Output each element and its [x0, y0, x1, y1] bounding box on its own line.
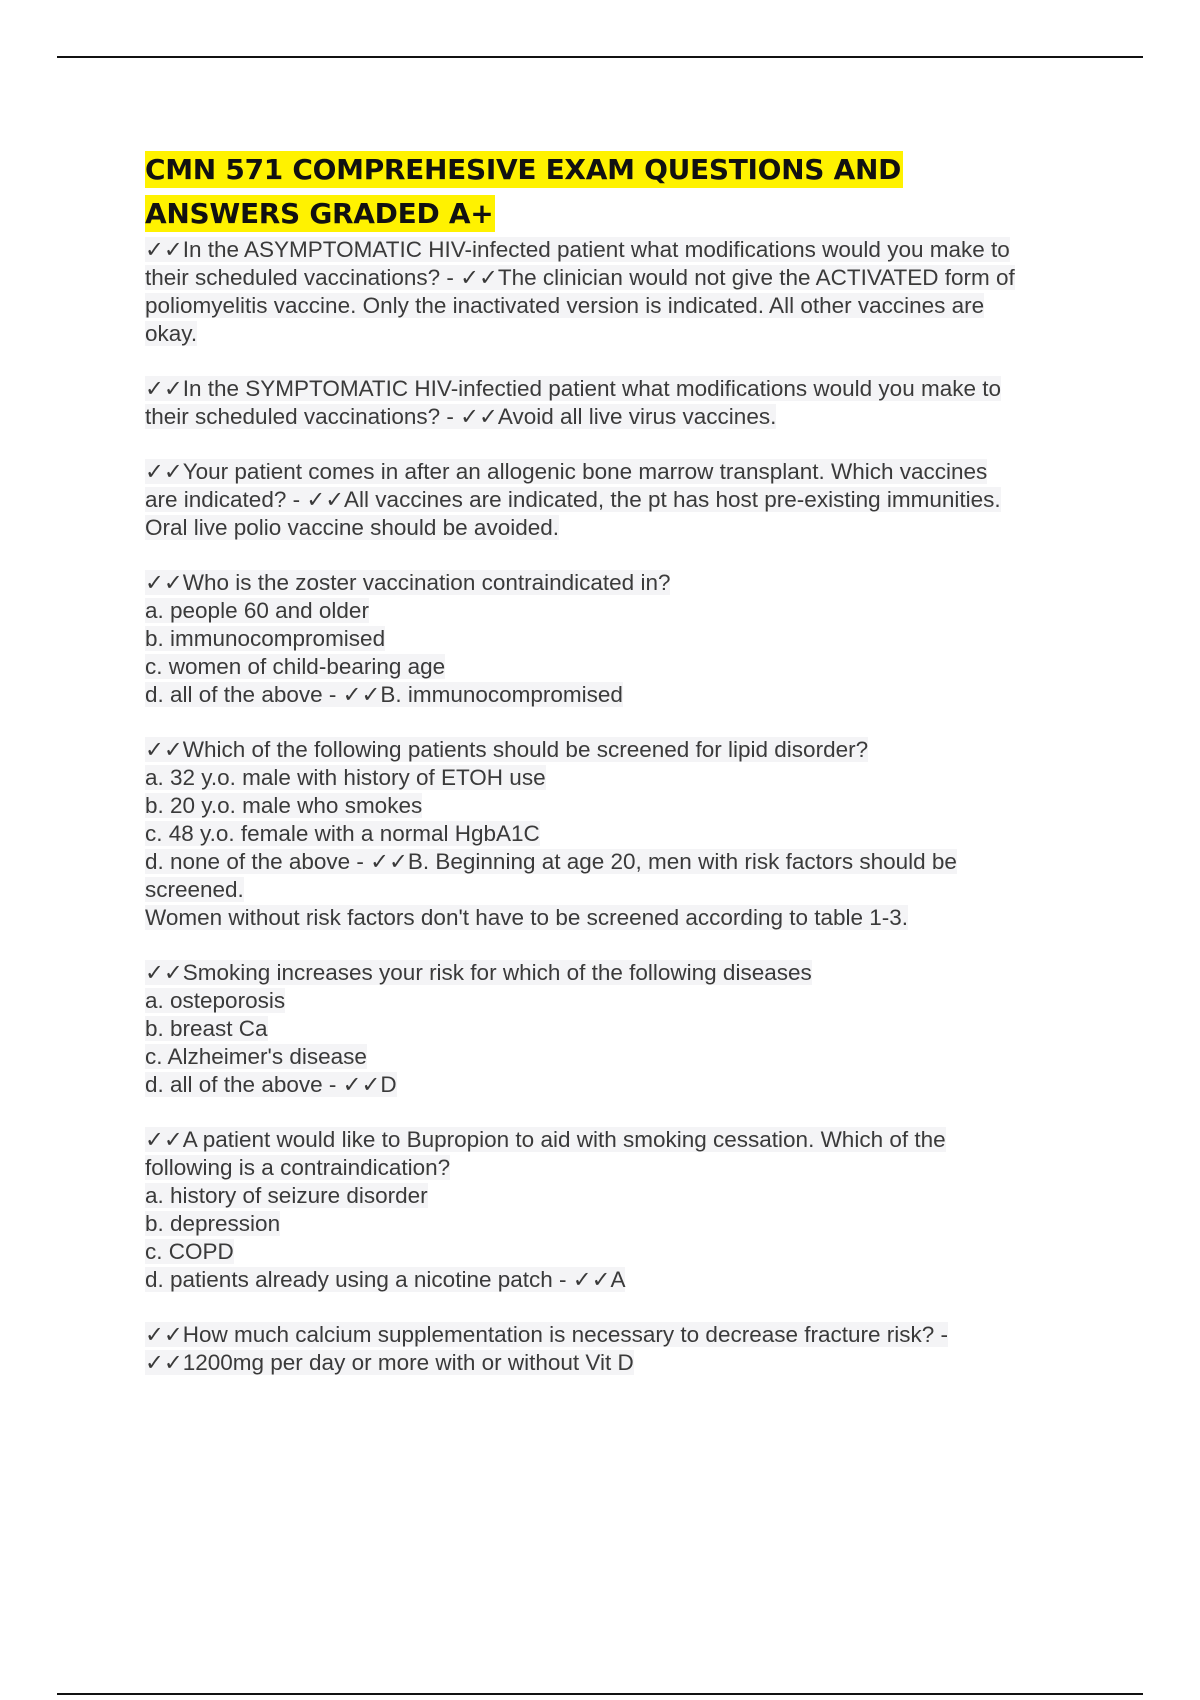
qa-line-text: c. 48 y.o. female with a normal HgbA1C [145, 821, 540, 846]
qa-line-text: c. women of child-bearing age [145, 654, 446, 679]
qa-line [145, 1126, 1095, 1154]
qa-line-text: ✓✓Which of the following patients should be screened for lipid disorder? [145, 737, 869, 762]
qa-line-text: ✓✓In the ASYMPTOMATIC HIV-infected patient what modifications would you make to [145, 237, 1010, 262]
qa-line [145, 904, 1095, 932]
qa-line [145, 236, 1095, 264]
qa-line-text: their scheduled vaccinations? - ✓✓The clinician would not give the ACTIVATED form of [145, 265, 1015, 290]
qa-line [145, 792, 1095, 820]
qa-line-text: ✓✓In the SYMPTOMATIC HIV-infectied patient what modifications would you make to [145, 376, 1001, 401]
qa-line [145, 959, 1095, 987]
qa-line-text: okay. [145, 321, 198, 346]
qa-item [145, 236, 1095, 348]
qa-line-text: ✓✓How much calcium supplementation is necessary to decrease fracture risk? - [145, 1322, 949, 1347]
qa-line [145, 1210, 1095, 1238]
qa-line [145, 264, 1095, 292]
qa-line [145, 458, 1095, 486]
qa-line [145, 403, 1095, 431]
qa-line [145, 514, 1095, 542]
qa-line-text: a. osteporosis [145, 988, 286, 1013]
qa-line [145, 1182, 1095, 1210]
qa-line [145, 292, 1095, 320]
qa-line [145, 1266, 1095, 1294]
qa-line [145, 1238, 1095, 1266]
document-title [145, 148, 1095, 236]
qa-line-text: a. history of seizure disorder [145, 1183, 428, 1208]
qa-line [145, 1349, 1095, 1377]
qa-line [145, 1154, 1095, 1182]
qa-line-text: c. COPD [145, 1239, 234, 1264]
qa-line-text: their scheduled vaccinations? - ✓✓Avoid all live virus vaccines. [145, 404, 777, 429]
qa-line [145, 320, 1095, 348]
top-rule [57, 56, 1143, 58]
qa-item [145, 1321, 1095, 1377]
qa-line-text: poliomyelitis vaccine. Only the inactivated version is indicated. All other vaccines are [145, 293, 985, 318]
qa-line [145, 1071, 1095, 1099]
qa-line-text: c. Alzheimer's disease [145, 1044, 367, 1069]
qa-line-text: d. patients already using a nicotine patch - ✓✓A [145, 1267, 626, 1292]
qa-line [145, 876, 1095, 904]
qa-item [145, 569, 1095, 709]
qa-item [145, 736, 1095, 932]
qa-line-text: ✓✓1200mg per day or more with or without Vit D [145, 1350, 634, 1375]
qa-line [145, 625, 1095, 653]
qa-line [145, 375, 1095, 403]
qa-line-text: are indicated? - ✓✓All vaccines are indicated, the pt has host pre-existing immunities. [145, 487, 1001, 512]
title-line-1: CMN 571 COMPREHESIVE EXAM QUESTIONS AND [145, 153, 902, 186]
qa-line [145, 681, 1095, 709]
qa-line [145, 1015, 1095, 1043]
qa-line-text: ✓✓Smoking increases your risk for which of the following diseases [145, 960, 812, 985]
qa-line [145, 848, 1095, 876]
qa-line-text: a. people 60 and older [145, 598, 369, 623]
qa-line-text: a. 32 y.o. male with history of ETOH use [145, 765, 546, 790]
qa-line [145, 764, 1095, 792]
qa-line [145, 486, 1095, 514]
qa-line [145, 736, 1095, 764]
qa-line-text: following is a contraindication? [145, 1155, 451, 1180]
qa-line-text: Oral live polio vaccine should be avoided. [145, 515, 559, 540]
qa-line-text: d. all of the above - ✓✓D [145, 1072, 397, 1097]
qa-line [145, 1043, 1095, 1071]
qa-item [145, 375, 1095, 431]
qa-line-text: ✓✓A patient would like to Bupropion to aid with smoking cessation. Which of the [145, 1127, 946, 1152]
qa-line [145, 820, 1095, 848]
title-line-2: ANSWERS GRADED A+ [145, 197, 494, 230]
qa-item [145, 959, 1095, 1099]
qa-line-text: ✓✓Your patient comes in after an allogenic bone marrow transplant. Which vaccines [145, 459, 988, 484]
qa-line [145, 1321, 1095, 1349]
qa-line-text: d. none of the above - ✓✓B. Beginning at age 20, men with risk factors should be [145, 849, 957, 874]
qa-line-text: b. breast Ca [145, 1016, 268, 1041]
qa-item [145, 1126, 1095, 1294]
qa-line [145, 597, 1095, 625]
qa-item [145, 458, 1095, 542]
qa-line [145, 569, 1095, 597]
qa-list [145, 236, 1095, 1377]
qa-line [145, 653, 1095, 681]
qa-line-text: ✓✓Who is the zoster vaccination contraindicated in? [145, 570, 671, 595]
qa-line-text: d. all of the above - ✓✓B. immunocompromised [145, 682, 623, 707]
bottom-rule [57, 1693, 1143, 1695]
qa-line-text: b. immunocompromised [145, 626, 386, 651]
qa-line-text: b. depression [145, 1211, 281, 1236]
qa-line-text: screened. [145, 877, 244, 902]
qa-line [145, 987, 1095, 1015]
qa-line-text: b. 20 y.o. male who smokes [145, 793, 423, 818]
qa-line-text: Women without risk factors don't have to be screened according to table 1-3. [145, 905, 909, 930]
document-body [145, 148, 1095, 1404]
